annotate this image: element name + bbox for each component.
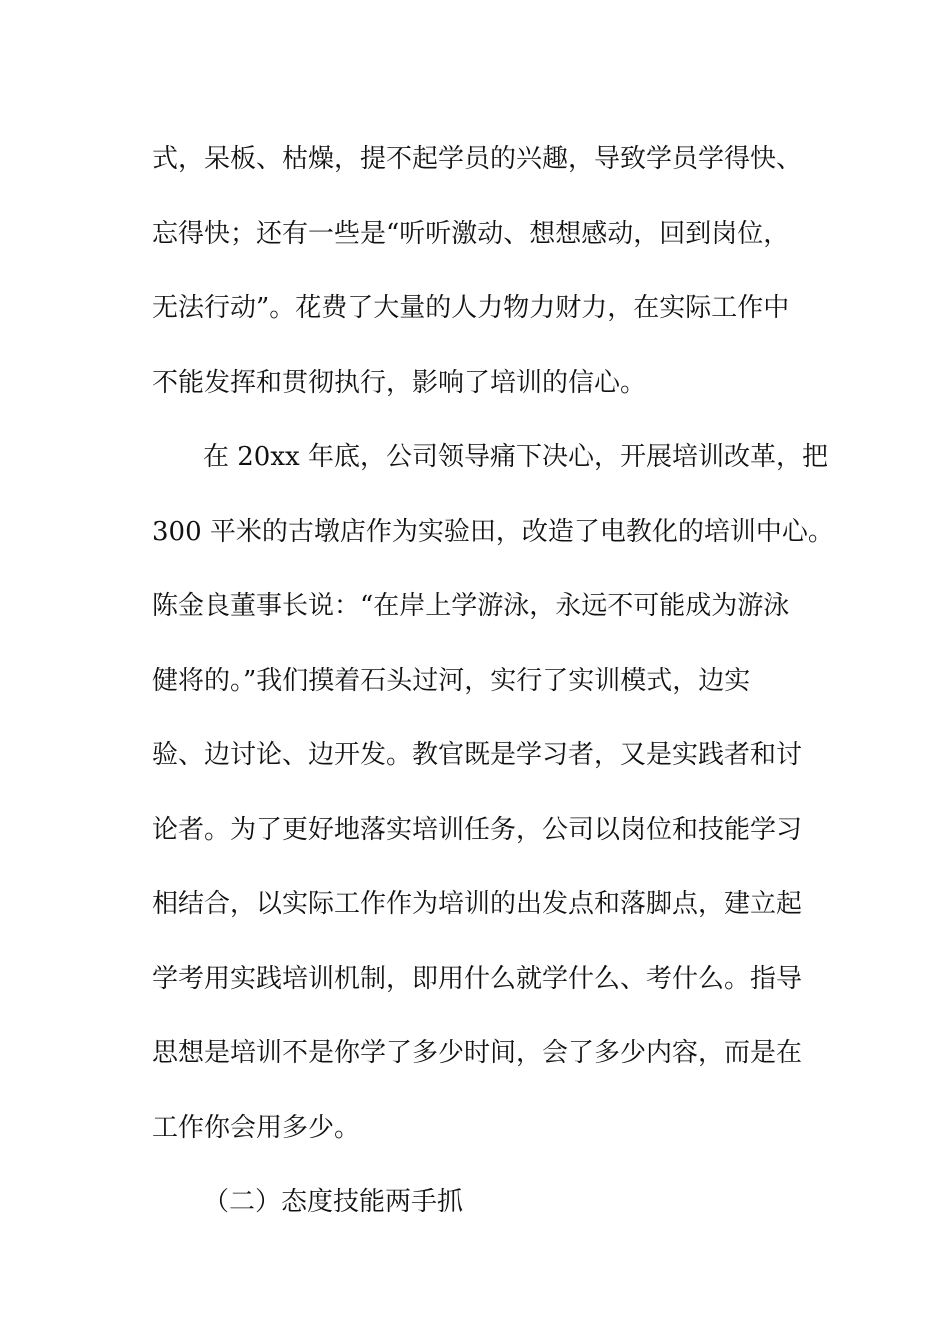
paragraph-line: 忘得快；还有一些是“听听激动、想想感动，回到岗位， xyxy=(152,219,790,249)
paragraph-line: 验、边讨论、边开发。教官既是学习者，又是实践者和讨 xyxy=(152,740,803,770)
paragraph-line: 在 20xx 年底，公司领导痛下决心，开展培训改革，把 xyxy=(203,442,828,472)
paragraph-line: 工作你会用多少。 xyxy=(152,1113,361,1143)
paragraph-line: 陈金良董事长说：“在岸上学游泳，永远不可能成为游泳 xyxy=(152,591,790,621)
paragraph-line: 相结合，以实际工作作为培训的出发点和落脚点，建立起 xyxy=(152,889,803,919)
paragraph-line: 式，呆板、枯燥，提不起学员的兴趣，导致学员学得快、 xyxy=(152,144,803,174)
section-heading: （二）态度技能两手抓 xyxy=(203,1187,464,1217)
paragraph-line: 学考用实践培训机制，即用什么就学什么、考什么。指导 xyxy=(152,964,803,994)
paragraph-line: 健将的。”我们摸着石头过河，实行了实训模式，边实 xyxy=(152,666,751,696)
paragraph-line: 论者。为了更好地落实培训任务，公司以岗位和技能学习 xyxy=(152,815,803,845)
paragraph-line: 不能发挥和贯彻执行，影响了培训的信心。 xyxy=(152,368,647,398)
paragraph-line: 300 平米的古墩店作为实验田，改造了电教化的培训中心。 xyxy=(152,517,834,547)
paragraph-line: 思想是培训不是你学了多少时间，会了多少内容，而是在 xyxy=(152,1038,803,1068)
paragraph-line: 无法行动”。花费了大量的人力物力财力，在实际工作中 xyxy=(152,293,790,323)
